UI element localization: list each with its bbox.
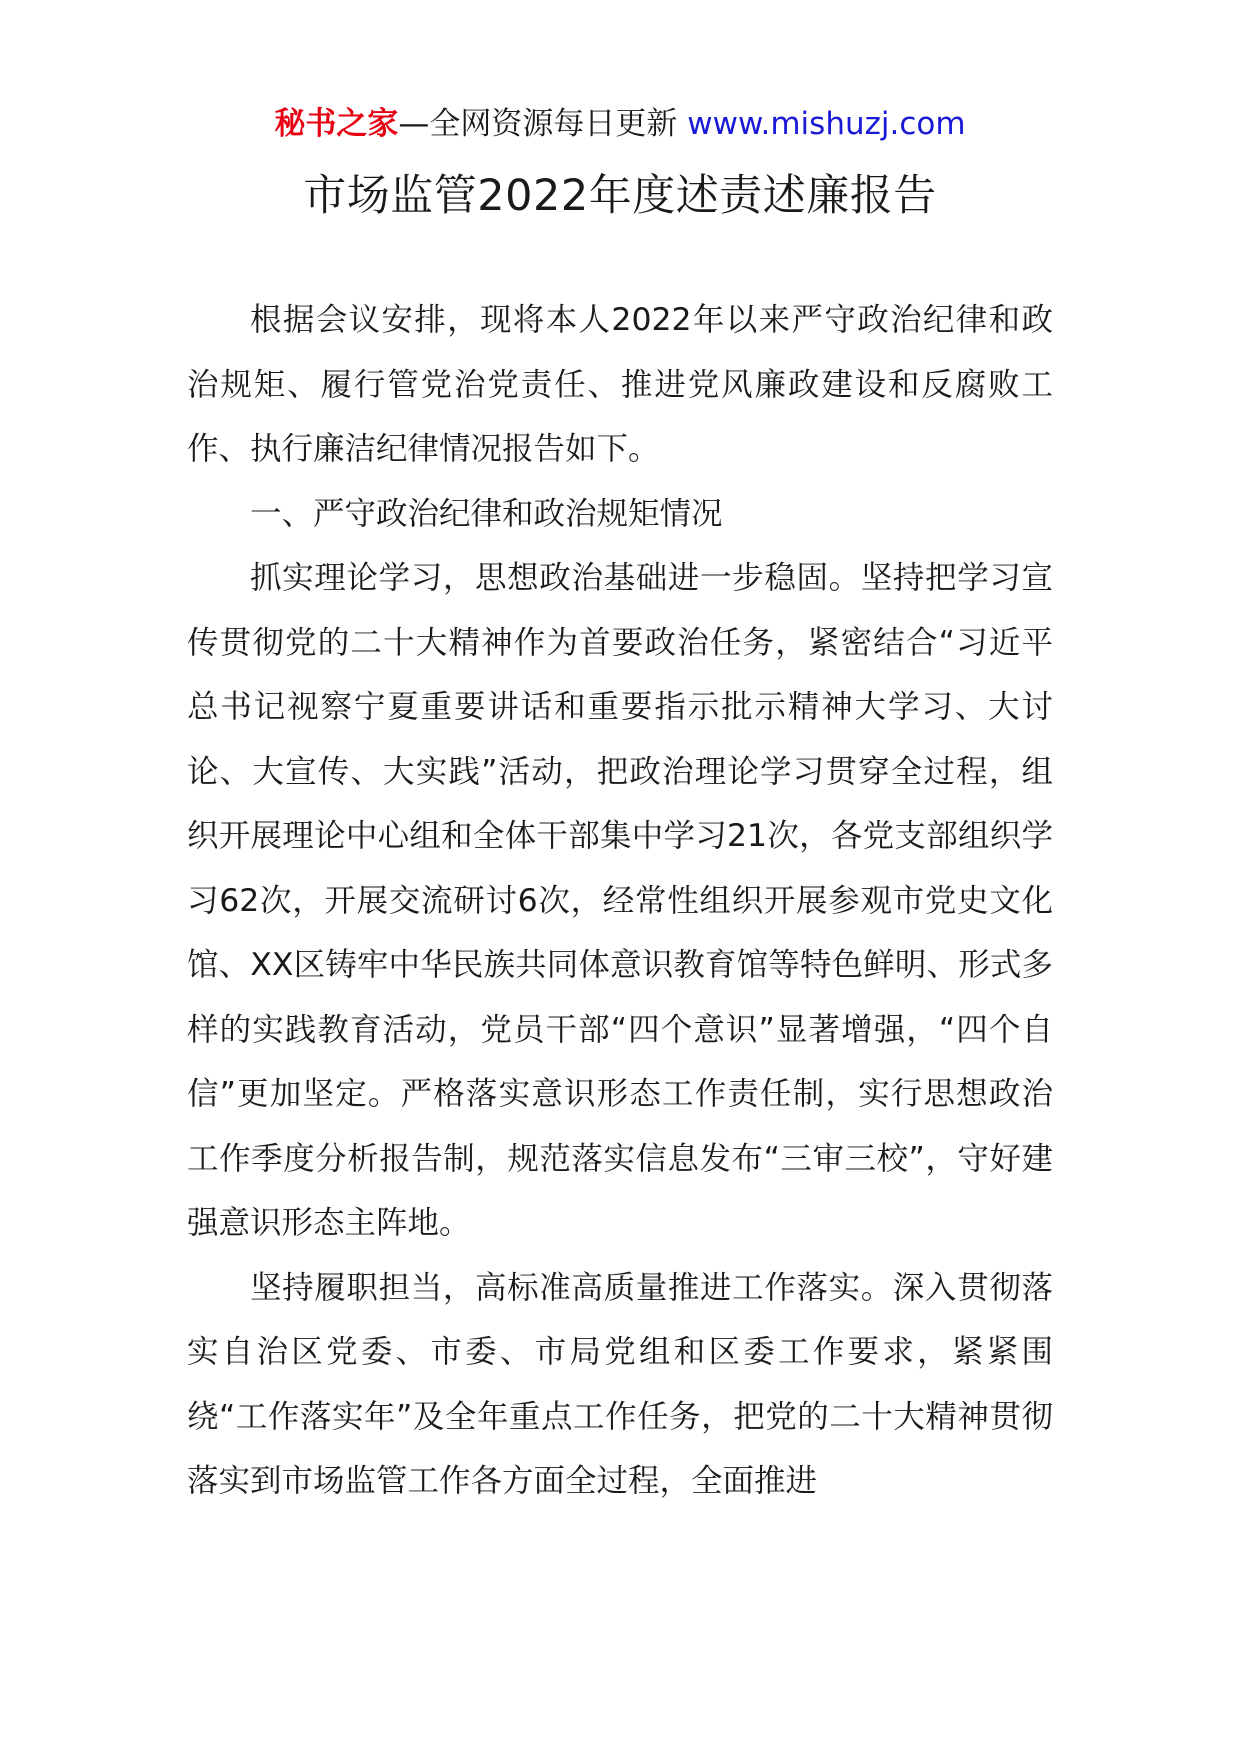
body-paragraph-2: 坚持履职担当，高标准高质量推进工作落实。深入贯彻落实自治区党委、市委、市局党组和区委工作要求，紧紧围绕“工作落实年”及全年重点工作任务，把党的二十大精神贯彻落实到市场监管工作各方面全过程，全面推进 bbox=[187, 1269, 1053, 1499]
document-title: 市场监管2022年度述责述廉报告 bbox=[303, 171, 937, 221]
banner-brand: 秘书之家 bbox=[274, 106, 399, 142]
body-paragraph-1: 抓实理论学习，思想政治基础进一步稳固。坚持把学习宣传贯彻党的二十大精神作为首要政治任务，紧密结合“习近平总书记视察宁夏重要讲话和重要指示批示精神大学习、大讨论、大宣传、大实践”活动，把政治理论学习贯穿全过程，组织开展理论中心组和全体干部集中学习21次，各党支部组织学习62次，开展交流研讨6次，经常性组织开展参观市党史文化馆、XX区铸牢中华民族共同体意识教育馆等特色鲜明、形式多样的实践教育活动，党员干部“四个意识”显著增强，“四个自信”更加坚定。严格落实意识形态工作责任制，实行思想政治工作季度分析报告制，规范落实信息发布“三审三校”，守好建强意识形态主阵地。 bbox=[187, 560, 1053, 1241]
section-heading-1: 一、严守政治纪律和政治规矩情况 bbox=[250, 495, 723, 532]
banner-tagline: —全网资源每日更新 bbox=[398, 106, 678, 142]
document-body bbox=[187, 288, 1053, 1514]
site-banner bbox=[0, 104, 1240, 144]
intro-paragraph: 根据会议安排，现将本人2022年以来严守政治纪律和政治规矩、履行管党治党责任、推进党风廉政建设和反腐败工作、执行廉洁纪律情况报告如下。 bbox=[187, 302, 1053, 467]
banner-url-link[interactable]: www.mishuzj.com bbox=[687, 106, 966, 142]
